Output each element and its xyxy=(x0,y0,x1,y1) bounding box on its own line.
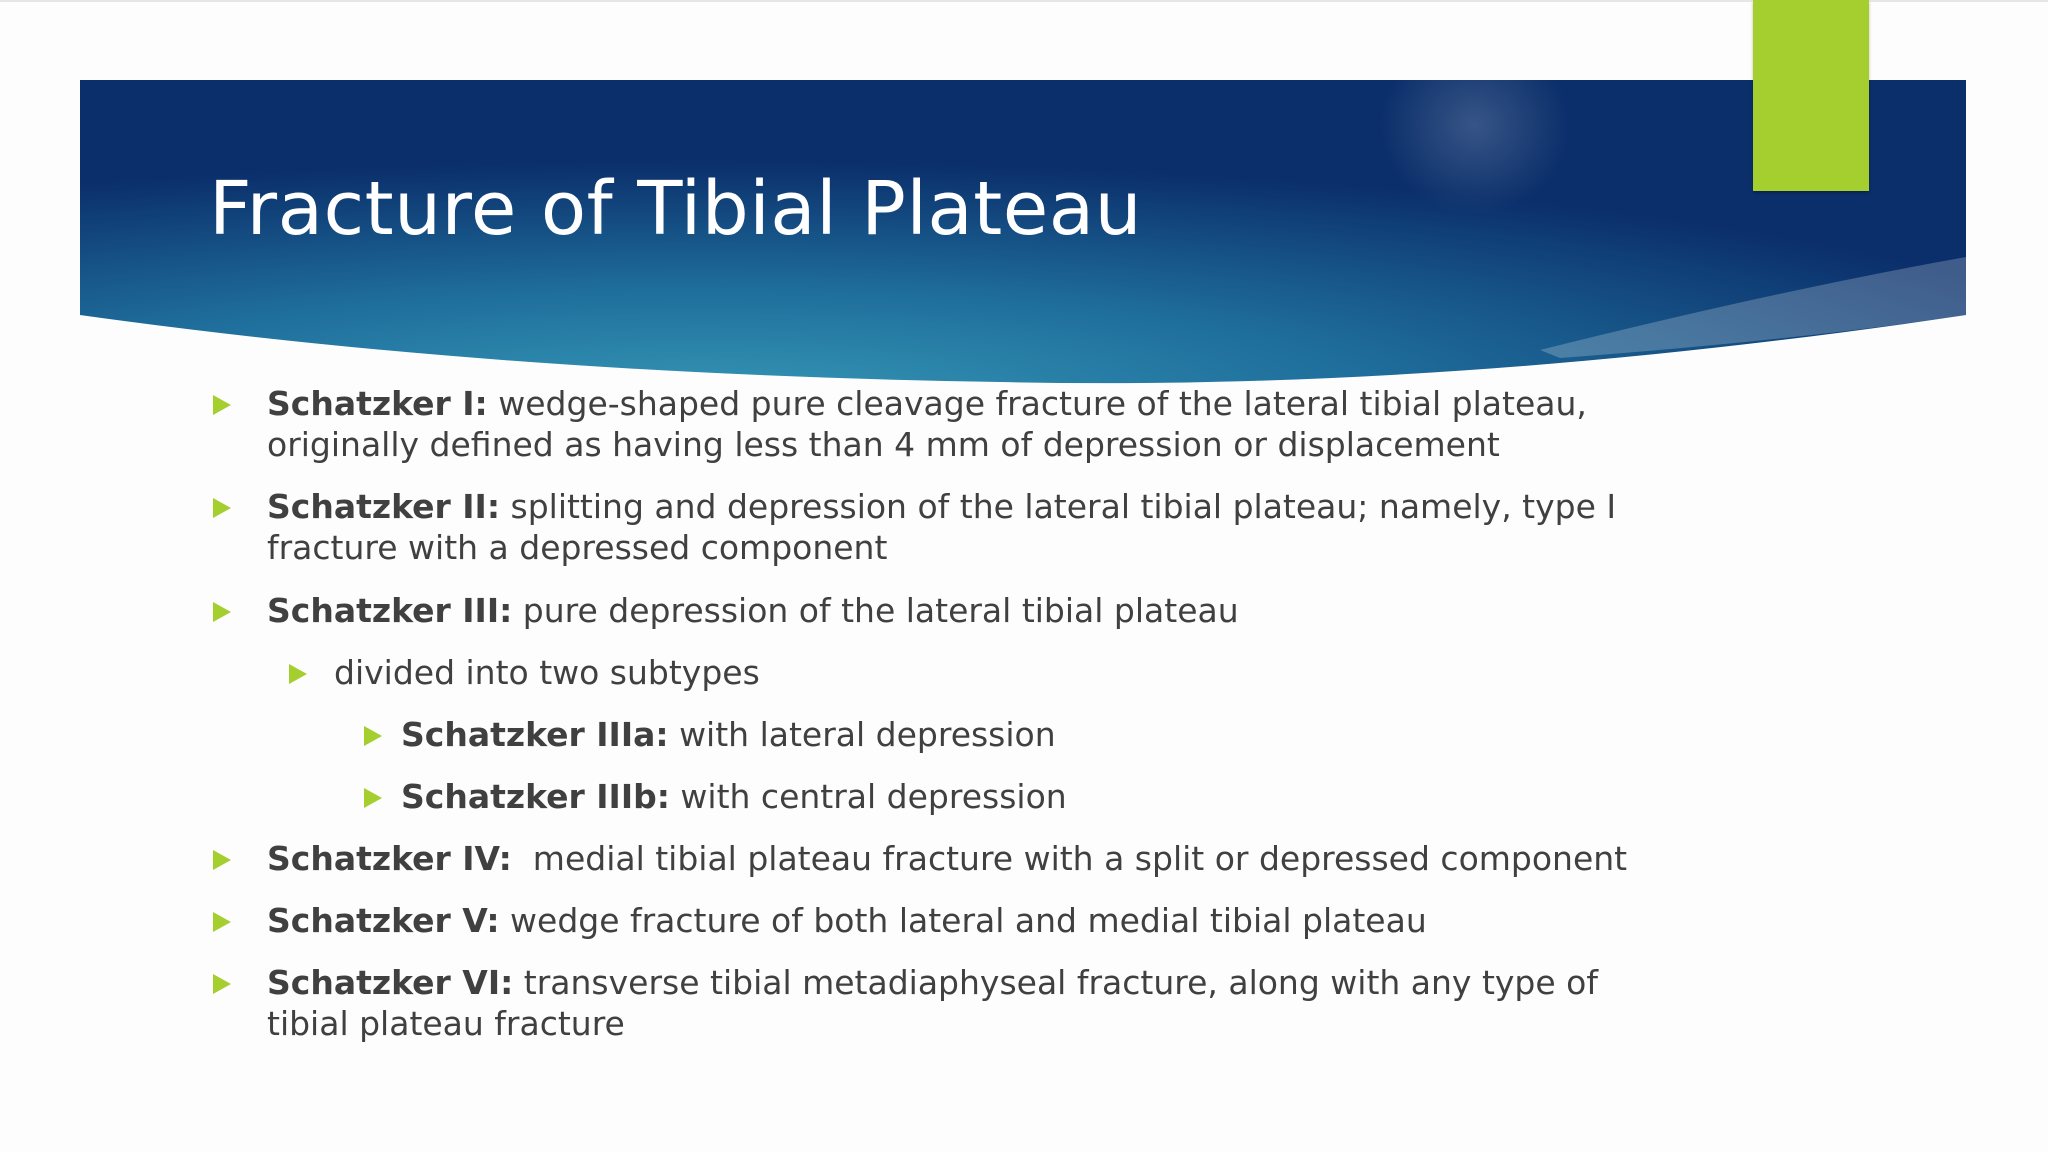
bullet-label: Schatzker I: xyxy=(267,384,488,423)
slide-title: Fracture of Tibial Plateau xyxy=(209,166,1143,252)
bullet-description: wedge-shaped pure cleavage fracture of the lateral tibial plateau, originally defined as having less than 4 mm of depression or displacement xyxy=(267,384,1587,464)
bullet-text xyxy=(267,383,1647,465)
bullet-text xyxy=(267,486,1647,568)
bullet-description: wedge fracture of both lateral and medial tibial plateau xyxy=(499,901,1427,940)
bullet-text xyxy=(267,962,1667,1044)
bullet-text xyxy=(267,590,1667,631)
bullet-arrow-icon xyxy=(364,726,382,746)
bullet-text xyxy=(401,776,1651,817)
bullet-schatzker-iii xyxy=(267,590,1667,631)
bullet-label: Schatzker VI: xyxy=(267,963,514,1002)
bullet-arrow-icon xyxy=(213,912,231,932)
bullet-label: Schatzker V: xyxy=(267,901,500,940)
bullet-description: medial tibial plateau fracture with a split or depressed component xyxy=(511,839,1628,878)
bullet-description: divided into two subtypes xyxy=(334,653,760,692)
bullet-schatzker-iv xyxy=(267,838,1687,879)
bullet-arrow-icon xyxy=(364,788,382,808)
bullet-text xyxy=(401,714,1651,755)
bullet-schatzker-iiia xyxy=(401,714,1651,755)
bullet-subtypes xyxy=(334,652,1634,693)
bullet-schatzker-iiib xyxy=(401,776,1651,817)
bullet-description: with lateral depression xyxy=(668,715,1056,754)
bullet-label: Schatzker IV: xyxy=(267,839,512,878)
bullet-schatzker-ii xyxy=(267,486,1647,568)
bullet-arrow-icon xyxy=(213,850,231,870)
bullet-description: with central depression xyxy=(669,777,1067,816)
bullet-schatzker-v xyxy=(267,900,1687,941)
bullet-schatzker-i xyxy=(267,383,1647,465)
bullet-text xyxy=(334,652,1634,693)
bullet-description: pure depression of the lateral tibial plateau xyxy=(512,591,1239,630)
bullet-description: splitting and depression of the lateral tibial plateau; namely, type I fracture with a depressed component xyxy=(267,487,1617,567)
bullet-label: Schatzker III: xyxy=(267,591,513,630)
bullet-label: Schatzker IIIa: xyxy=(401,715,669,754)
bullet-label: Schatzker II: xyxy=(267,487,501,526)
bullet-arrow-icon xyxy=(289,664,307,684)
bullet-description: transverse tibial metadiaphyseal fracture, along with any type of tibial plateau fracture xyxy=(267,963,1598,1043)
bullet-arrow-icon xyxy=(213,395,231,415)
bullet-text xyxy=(267,900,1687,941)
bullet-arrow-icon xyxy=(213,602,231,622)
bullet-arrow-icon xyxy=(213,498,231,518)
bullet-schatzker-vi xyxy=(267,962,1667,1044)
bullet-label: Schatzker IIIb: xyxy=(401,777,670,816)
bullet-text xyxy=(267,838,1687,879)
bullet-arrow-icon xyxy=(213,974,231,994)
